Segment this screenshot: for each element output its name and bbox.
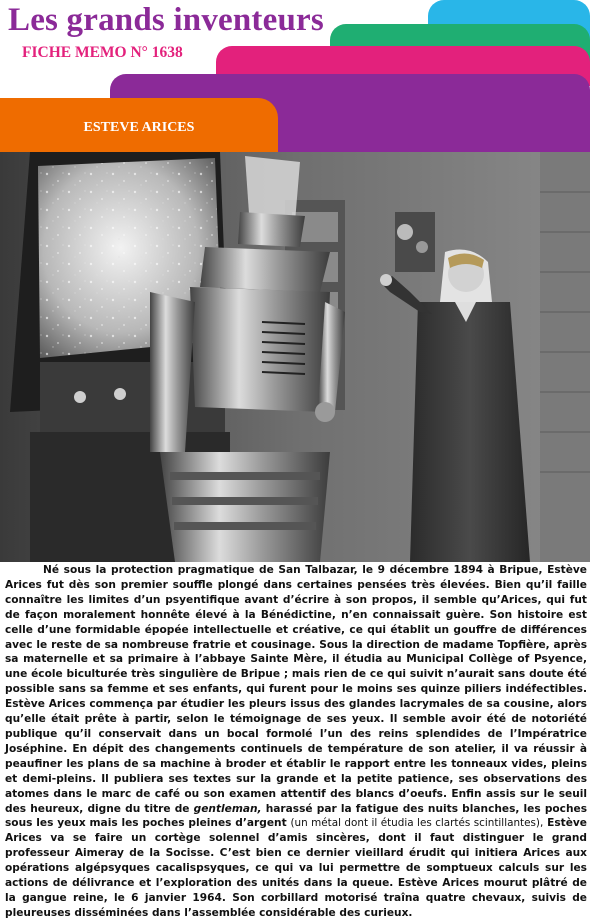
robot-and-man-photo-icon — [0, 152, 590, 562]
biography-text — [5, 563, 587, 921]
page-title: Les grands inventeurs — [8, 2, 324, 38]
biography-part-3: Estève Arices va se faire un cortège solennel d’amis sincères, dont il faut distinguer le grand professeur Aimeray de la Socisse. C’est bien ce dernier vieillard érudit qui initiera Arices aux opérations algépsyques cacalispsyques, ce qui va lui permettre de somptueux calculs sur les actions de délivrance et l’exploration des unités dans la queue. Estève Arices mourut plâtré de la gangue reine, le 6 janvier 1964. Son corbillard motorisé traîna quatre chevaux, suivis de pleureuses disséminées dans l’assemblée considérable des curieux. — [5, 817, 587, 919]
biography-part-2: harassé par la fatigue des nuits blanches, les poches sous les yeux mais les poches pleines d’argent — [5, 802, 587, 830]
memo-number: FICHE MEMO N° 1638 — [22, 44, 183, 61]
biography-part-1: Né sous la protection pragmatique de San Talbazar, le 9 décembre 1894 à Bripue, Estève Arices fut dès son premier souffle plongé dans certaines pensées très élevées. Bien qu’il faille connaître les limites d’un psyentifique avant d’écrire à son propos, il semble qu’Arices, qui fut de façon moralement honnête élevé à la Bénédictine, n’en connaissait guère. Son histoire est celle d’une formidable épopée intellectuelle et créative, ce qui établit un gouffre de différences avec le reste de sa nombreuse fratrie et cousinage. Sous la direction de madame Topfière, après sa maternelle et sa primaire à l’abbaye Sainte Mère, il étudia au Municipal Collège of Psyence, une école biculturée très singulière de Bripue ; mais rien de ce qui suivit n’aurait sans doute été possible sans sa femme et ses enfants, qui furent pour le moins ses quinze piliers indéfectibles. Estève Arices commença par étudier les pleurs issus des glandes lacrymales de sa cousine, alors qu’elle était prête à partir, selon le témoignage de ses yeux. Il semble avoir été de notoriété publique qu’il conservait dans un bocal formolé l’un des reins splendides de l’Impératrice Joséphine. En dépit des changements continuels de température de son atelier, il va réussir à peaufiner les plans de sa machine à broder et établir le rapport entre les tonneaux vides, pleins et demi-pleins. Il publiera ses textes sur la grande et la petite patience, ses observations des atomes dans le marc de café ou son examen attentif des blancs d’oeufs. Enfin assis sur le seuil des heureux, digne du titre de — [5, 564, 587, 815]
biography-italic-term: gentleman, — [193, 802, 262, 815]
biography-note: (un métal dont il étudia les clartés scintillantes), — [290, 817, 544, 830]
header-banner — [0, 0, 590, 152]
inventor-name: ESTEVE ARICES — [83, 120, 195, 135]
